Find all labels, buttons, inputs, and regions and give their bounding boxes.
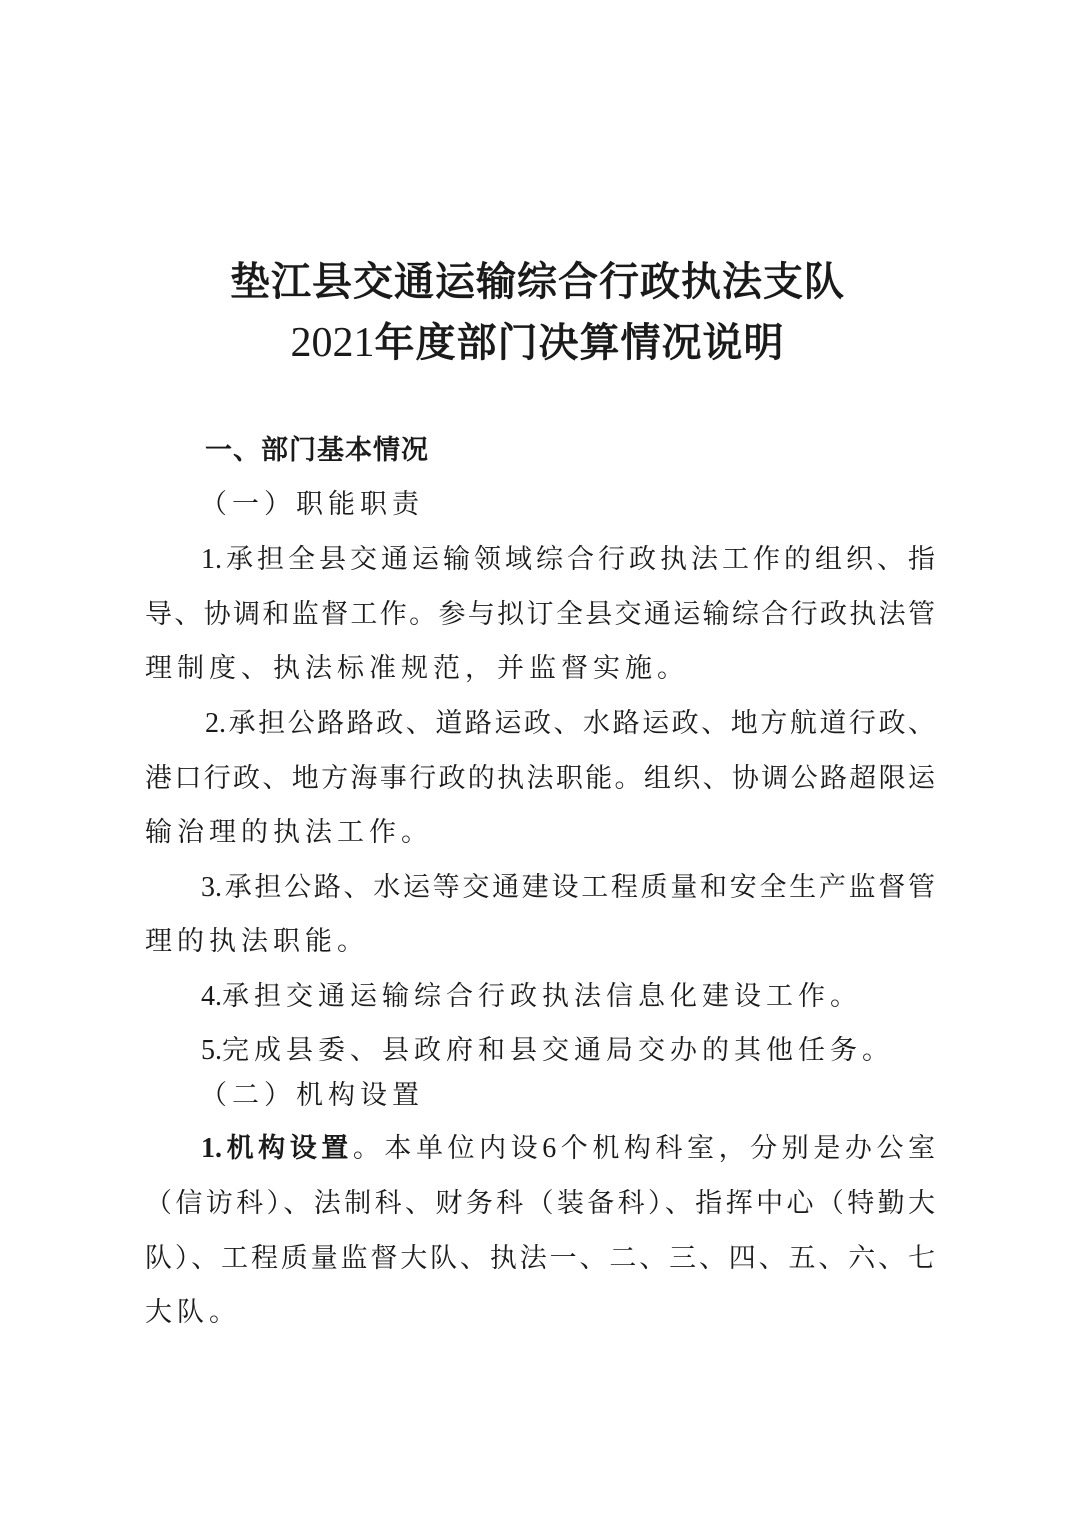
org-line-1: 1.机构设置。本单位内设6个机构科室，分别是办公室 xyxy=(201,1133,936,1164)
duty-5-number: 5. xyxy=(201,1035,222,1066)
duty-1-line-1: 1.承担全县交通运输领域综合行政执法工作的组织、指 xyxy=(201,544,935,575)
org-label: 机构设置 xyxy=(222,1133,353,1164)
section-heading-basic-info: 一、部门基本情况 xyxy=(205,435,429,466)
subsection-heading-duties: （一）职能职责 xyxy=(200,489,424,520)
title-year: 2021 xyxy=(290,320,375,366)
org-unit-count: 6 xyxy=(542,1133,557,1164)
org-number: 1. xyxy=(201,1133,222,1164)
title-subtitle: 年度部门决算情况说明 xyxy=(374,319,785,366)
duty-3-number: 3. xyxy=(201,872,222,903)
org-line-4: 大队。 xyxy=(145,1297,241,1328)
duty-4-number: 4. xyxy=(201,981,222,1012)
document-title-line-1: 垫江县交通运输综合行政执法支队 xyxy=(230,258,845,305)
duty-5-line-1: 5.完成县委、县政府和县交通局交办的其他任务。 xyxy=(201,1035,894,1066)
subsection-heading-organization: （二）机构设置 xyxy=(200,1080,424,1111)
duty-1-number: 1. xyxy=(201,544,222,575)
org-line-2: （信访科）、法制科、财务科（装备科）、指挥中心（特勤大 xyxy=(145,1188,935,1219)
duty-3-line-1: 3.承担公路、水运等交通建设工程质量和安全生产监督管 xyxy=(201,872,935,903)
duty-2-number: 2. xyxy=(205,708,226,739)
duty-2-line-3: 输治理的执法工作。 xyxy=(145,817,433,848)
duty-2-line-2: 港口行政、地方海事行政的执法职能。组织、协调公路超限运 xyxy=(145,763,935,794)
duty-1-line-3: 理制度、执法标准规范，并监督实施。 xyxy=(145,653,689,684)
duty-1-line-2: 导、协调和监督工作。参与拟订全县交通运输综合行政执法管 xyxy=(145,599,935,630)
duty-3-line-2: 理的执法职能。 xyxy=(145,926,369,957)
document-title-line-2 xyxy=(0,319,1075,366)
duty-4-line-1: 4.承担交通运输综合行政执法信息化建设工作。 xyxy=(201,981,862,1012)
duty-2-line-1: 2.承担公路路政、道路运政、水路运政、地方航道行政、 xyxy=(205,708,935,739)
org-line-3: 队）、工程质量监督大队、执法一、二、三、四、五、六、七 xyxy=(145,1243,935,1274)
